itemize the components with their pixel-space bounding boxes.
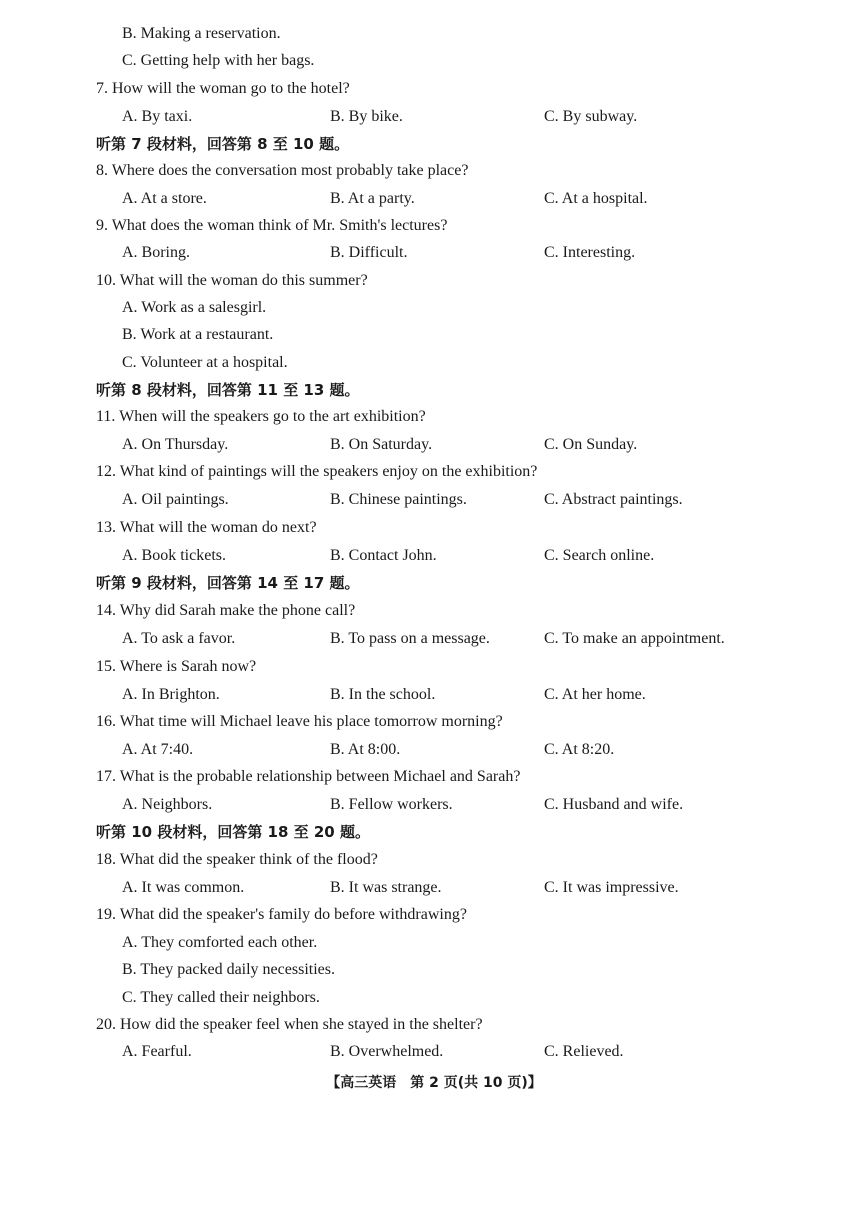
question-15: 15. Where is Sarah now? bbox=[96, 658, 257, 675]
q13-option-a: A. Book tickets. bbox=[122, 547, 226, 564]
question-14: 14. Why did Sarah make the phone call? bbox=[96, 602, 356, 619]
q7-option-c: C. By subway. bbox=[544, 108, 638, 125]
q10-option-a: A. Work as a salesgirl. bbox=[122, 299, 267, 316]
question-12: 12. What kind of paintings will the speakers enjoy on the exhibition? bbox=[96, 463, 538, 480]
q15-option-b: B. In the school. bbox=[330, 686, 436, 703]
q12-option-a: A. Oil paintings. bbox=[122, 491, 229, 508]
q19-option-a: A. They comforted each other. bbox=[122, 934, 318, 951]
q19-option-b: B. They packed daily necessities. bbox=[122, 961, 335, 978]
q12-option-c: C. Abstract paintings. bbox=[544, 491, 683, 508]
q13-option-b: B. Contact John. bbox=[330, 547, 437, 564]
q11-option-a: A. On Thursday. bbox=[122, 436, 229, 453]
q18-option-c: C. It was impressive. bbox=[544, 879, 679, 896]
question-19: 19. What did the speaker's family do before withdrawing? bbox=[96, 906, 467, 923]
question-17: 17. What is the probable relationship between Michael and Sarah? bbox=[96, 768, 521, 785]
q12-option-b: B. Chinese paintings. bbox=[330, 491, 467, 508]
q10-option-b: B. Work at a restaurant. bbox=[122, 326, 274, 343]
q9-option-c: C. Interesting. bbox=[544, 244, 636, 261]
q17-option-b: B. Fellow workers. bbox=[330, 796, 453, 813]
question-9: 9. What does the woman think of Mr. Smith's lectures? bbox=[96, 217, 448, 234]
q13-option-c: C. Search online. bbox=[544, 547, 655, 564]
q9-option-b: B. Difficult. bbox=[330, 244, 408, 261]
q16-option-b: B. At 8:00. bbox=[330, 741, 401, 758]
q16-option-c: C. At 8:20. bbox=[544, 741, 615, 758]
page-footer: 【高三英语 第 2 页(共 10 页)】 bbox=[326, 1075, 542, 1091]
q20-option-c: C. Relieved. bbox=[544, 1043, 624, 1060]
q16-option-a: A. At 7:40. bbox=[122, 741, 194, 758]
q7-option-a: A. By taxi. bbox=[122, 108, 193, 125]
q14-option-b: B. To pass on a message. bbox=[330, 630, 490, 647]
q20-option-a: A. Fearful. bbox=[122, 1043, 192, 1060]
q14-option-a: A. To ask a favor. bbox=[122, 630, 236, 647]
question-7: 7. How will the woman go to the hotel? bbox=[96, 80, 350, 97]
q19-option-c: C. They called their neighbors. bbox=[122, 989, 320, 1006]
q10-option-c: C. Volunteer at a hospital. bbox=[122, 354, 288, 371]
q8-option-c: C. At a hospital. bbox=[544, 190, 648, 207]
q20-option-b: B. Overwhelmed. bbox=[330, 1043, 444, 1060]
q15-option-c: C. At her home. bbox=[544, 686, 646, 703]
q14-option-c: C. To make an appointment. bbox=[544, 630, 725, 647]
q7-option-b: B. By bike. bbox=[330, 108, 403, 125]
q8-option-a: A. At a store. bbox=[122, 190, 207, 207]
q17-option-a: A. Neighbors. bbox=[122, 796, 213, 813]
question-8: 8. Where does the conversation most probably take place? bbox=[96, 162, 469, 179]
q15-option-a: A. In Brighton. bbox=[122, 686, 220, 703]
question-16: 16. What time will Michael leave his place tomorrow morning? bbox=[96, 713, 503, 730]
section-heading-10: 听第 10 段材料，回答第 18 至 20 题。 bbox=[96, 823, 370, 841]
section-heading-8: 听第 8 段材料，回答第 11 至 13 题。 bbox=[96, 381, 360, 399]
q8-option-b: B. At a party. bbox=[330, 190, 415, 207]
question-20: 20. How did the speaker feel when she stayed in the shelter? bbox=[96, 1016, 483, 1033]
q11-option-c: C. On Sunday. bbox=[544, 436, 638, 453]
option-b: B. Making a reservation. bbox=[122, 25, 281, 42]
q18-option-b: B. It was strange. bbox=[330, 879, 442, 896]
q9-option-a: A. Boring. bbox=[122, 244, 190, 261]
question-13: 13. What will the woman do next? bbox=[96, 519, 317, 536]
q18-option-a: A. It was common. bbox=[122, 879, 245, 896]
section-heading-7: 听第 7 段材料，回答第 8 至 10 题。 bbox=[96, 135, 350, 153]
question-11: 11. When will the speakers go to the art exhibition? bbox=[96, 408, 426, 425]
question-18: 18. What did the speaker think of the flood? bbox=[96, 851, 378, 868]
q11-option-b: B. On Saturday. bbox=[330, 436, 433, 453]
q17-option-c: C. Husband and wife. bbox=[544, 796, 684, 813]
question-10: 10. What will the woman do this summer? bbox=[96, 272, 368, 289]
section-heading-9: 听第 9 段材料，回答第 14 至 17 题。 bbox=[96, 574, 360, 592]
option-c: C. Getting help with her bags. bbox=[122, 52, 315, 69]
